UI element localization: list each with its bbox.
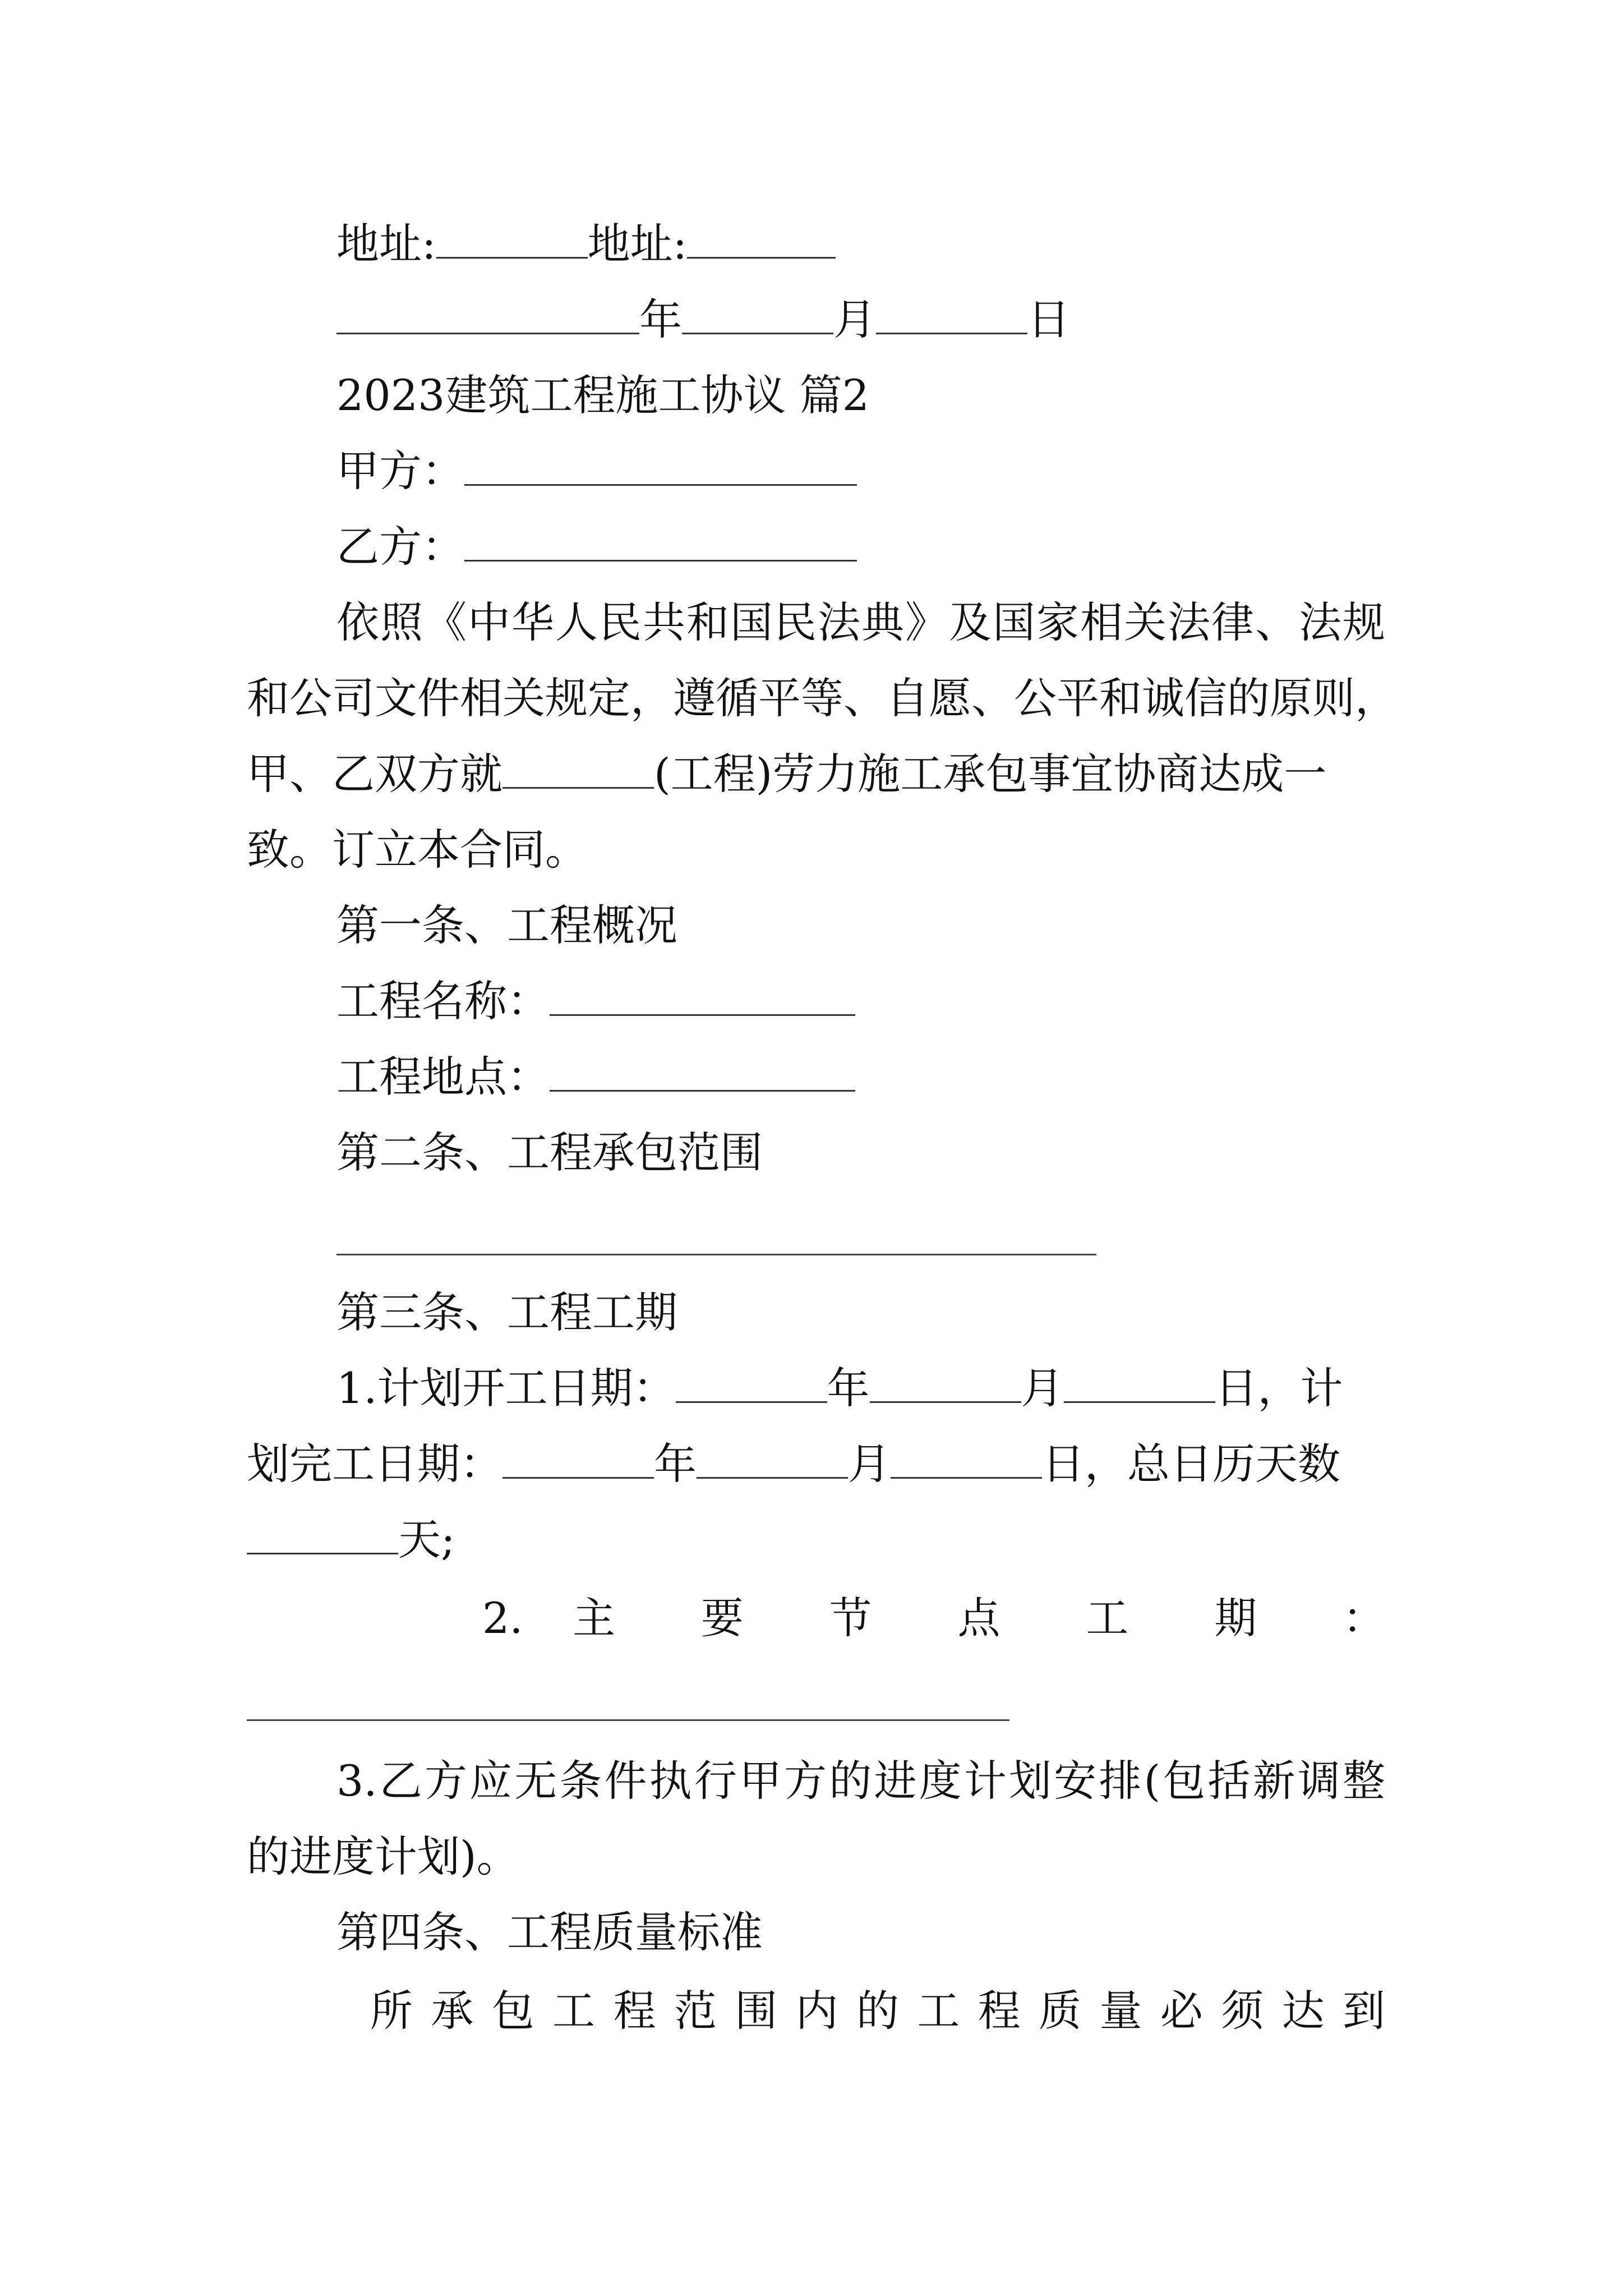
month-blank	[682, 299, 833, 334]
project-site-blank	[550, 1056, 855, 1092]
paragraph-line: 依照《中华人民共和国民法典》及国家相关法律、法规	[336, 597, 1385, 647]
text-span: 1.计划开工日期：	[336, 1363, 676, 1413]
article-heading: 第二条、工程承包范围	[336, 1128, 763, 1177]
paragraph-line: 3.乙方应无条件执行甲方的进度计划安排(包括新调整	[336, 1756, 1385, 1806]
address-line	[336, 213, 836, 275]
day-blank	[876, 299, 1027, 334]
paragraph-line: 致。订立本合同。	[247, 825, 588, 875]
party-a-label: 甲方：	[336, 446, 464, 496]
address-blank-a	[436, 223, 588, 259]
section-title: 2023建筑工程施工协议 篇2	[336, 370, 869, 420]
text-span: 划完工日期：	[247, 1439, 502, 1489]
text-span: 月	[848, 1439, 891, 1489]
article-heading: 第一条、工程概况	[336, 900, 677, 950]
end-year-blank	[502, 1443, 654, 1479]
start-year-blank	[676, 1368, 827, 1403]
end-month-blank	[697, 1443, 848, 1479]
text-span: 天;	[398, 1515, 455, 1565]
paragraph-line: 所承包工程范围内的工程质量必须达到	[370, 1986, 1385, 2036]
date-line	[336, 289, 1070, 351]
paragraph-line	[247, 743, 1385, 805]
party-b-line	[336, 516, 857, 578]
article-heading: 第四条、工程质量标准	[336, 1907, 763, 1957]
text-span: 月	[1021, 1363, 1064, 1413]
milestone-blank-rule	[247, 1719, 1009, 1721]
project-site-label: 工程地点：	[336, 1052, 550, 1102]
end-day-blank	[891, 1443, 1042, 1479]
party-b-blank	[464, 526, 857, 562]
scope-blank-rule	[336, 1254, 1096, 1255]
project-name-blank	[550, 981, 855, 1016]
party-a-line	[336, 440, 857, 502]
project-name-line	[336, 970, 855, 1032]
total-days-blank	[247, 1519, 398, 1554]
party-b-label: 乙方：	[336, 522, 464, 572]
project-site-line	[336, 1046, 855, 1108]
start-day-blank	[1064, 1368, 1215, 1403]
text-span: 日，总日历天数	[1042, 1439, 1340, 1489]
text-span: (工程)劳力施工承包事宜协商达成一	[654, 749, 1327, 799]
year-blank	[336, 299, 639, 334]
address-label-b: 地址:	[587, 219, 688, 269]
address-label-a: 地址:	[336, 219, 436, 269]
text-span: 甲、乙双方就	[247, 749, 502, 799]
paragraph-line: 的进度计划)。	[247, 1832, 519, 1881]
schedule-line	[336, 1358, 1385, 1419]
schedule-line	[247, 1433, 1385, 1495]
text-span: 年	[827, 1363, 870, 1413]
paragraph-line: 和公司文件相关规定，遵循平等、自愿、公平和诚信的原则，	[247, 673, 1398, 723]
day-label: 日	[1027, 295, 1070, 344]
text-span: 年	[654, 1439, 697, 1489]
project-blank	[502, 753, 654, 789]
start-month-blank	[870, 1368, 1021, 1403]
article-heading: 第三条、工程工期	[336, 1287, 677, 1337]
schedule-line	[247, 1509, 455, 1571]
month-label: 月	[833, 295, 876, 344]
milestone-heading: 2. 主 要 节 点 工 期 ：	[482, 1593, 1385, 1643]
year-label: 年	[639, 295, 682, 344]
party-a-blank	[464, 450, 857, 486]
address-blank-b	[687, 223, 836, 259]
text-span: 日，计	[1215, 1363, 1343, 1413]
project-name-label: 工程名称：	[336, 976, 550, 1026]
